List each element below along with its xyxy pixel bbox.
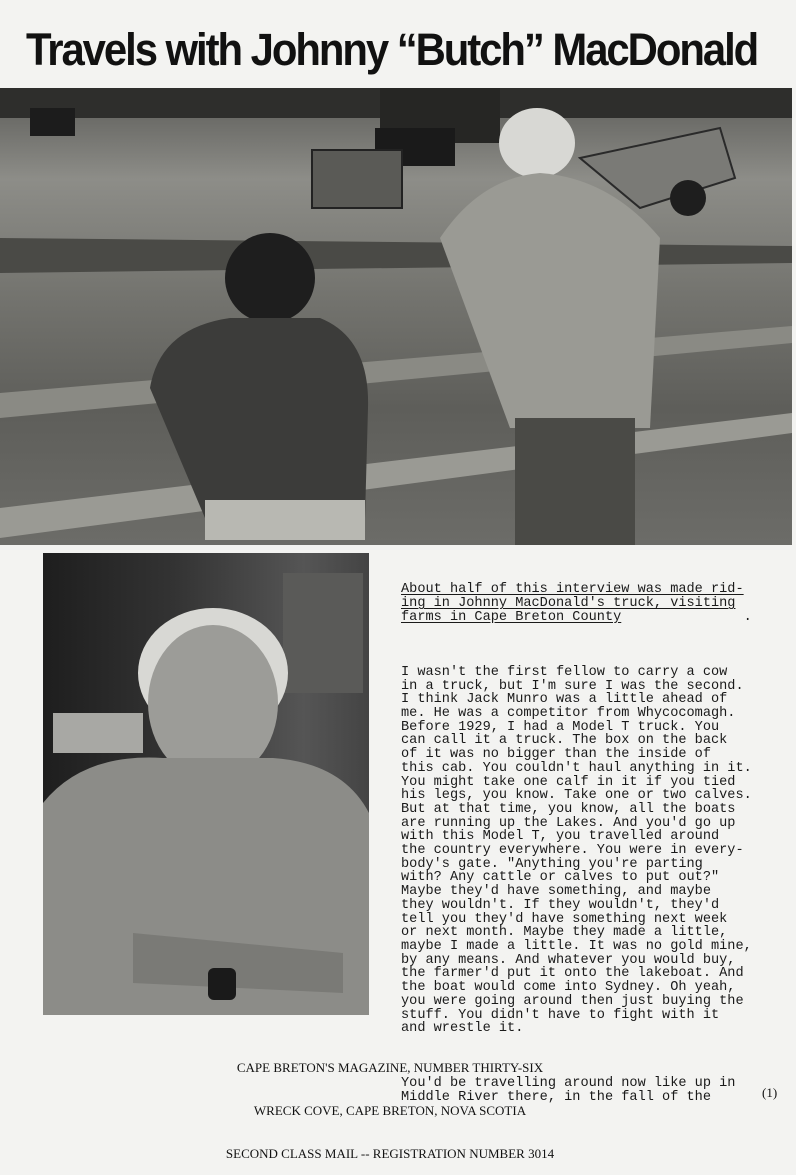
article-paragraph: You'd be travelling around now like up in Middle River there, in the fall of the bbox=[401, 1076, 736, 1106]
portrait-photo bbox=[43, 553, 369, 1015]
intro-text: About half of this interview was made rid- ing in Johnny MacDonald's truck, visiting farms in Cape Breton County bbox=[401, 582, 744, 625]
footer-line: CAPE BRETON'S MAGAZINE, NUMBER THIRTY-SIX bbox=[236, 1060, 544, 1076]
farm-fence-photo bbox=[0, 88, 792, 545]
page-number: (1) bbox=[762, 1085, 778, 1100]
footer-line: WRECK COVE, CAPE BRETON, NOVA SCOTIA bbox=[253, 1103, 527, 1119]
article-title: Travels with Johnny “Butch” MacDonald bbox=[26, 24, 758, 75]
article-paragraph: I wasn't the first fellow to carry a cow in a truck, but I'm sure I was the second. I think Jack Munro was a little ahead of me. He was a competitor from Whycocomagh. Before 1929, I had a Model T truck. You can call it a truck. The box on the back of it was no bigger than the inside of this cab. You couldn't haul anything in it. You might take one calf in it if you tied his legs, you know. Take one or two calves. But at that time, you know, all the boats are running up the Lakes. And you'd go up with this Model T, you travelled around the country everywhere. You were in every- body's gate. "Anything you're parting with? Any cattle or calves to put out?" Maybe they'd have something, and maybe they wouldn't. If they wouldn't, they'd tell you they'd have something next week or next month. Maybe they made a little, maybe I made a little. It was no gold mine, by any means. And whatever you would buy, the farmer'd put it onto the lakeboat. And the boat would come into Sydney. Oh yeah, you were going around then just buying the stuff. You didn't have to fight with it and wrestle it. bbox=[401, 664, 752, 1037]
footer-line: SECOND CLASS MAIL -- REGISTRATION NUMBER 3014 bbox=[225, 1145, 555, 1161]
article-intro bbox=[401, 583, 793, 624]
intro-end: . bbox=[743, 609, 752, 625]
magazine-footer bbox=[150, 1033, 630, 1175]
